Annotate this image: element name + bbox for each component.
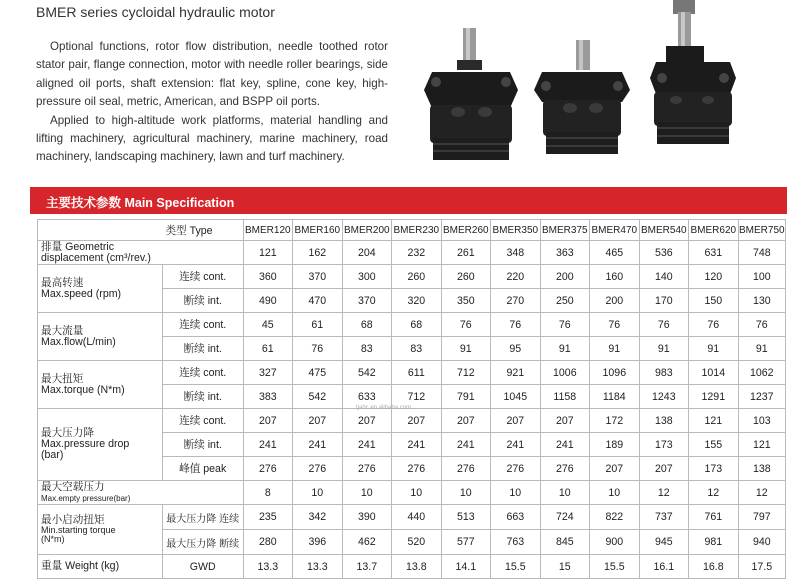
value-cell: 983 bbox=[639, 361, 689, 385]
model-header: BMER750 bbox=[738, 220, 785, 241]
value-cell: 270 bbox=[491, 289, 541, 313]
value-cell: 76 bbox=[689, 313, 739, 337]
value-cell: 845 bbox=[540, 530, 590, 555]
value-cell: 91 bbox=[738, 337, 785, 361]
value-cell: 207 bbox=[491, 409, 541, 433]
value-cell: 10 bbox=[540, 481, 590, 505]
value-cell: 276 bbox=[392, 457, 442, 481]
value-cell: 16.8 bbox=[689, 555, 739, 579]
value-cell: 276 bbox=[342, 457, 392, 481]
value-cell: 172 bbox=[590, 409, 640, 433]
value-cell: 663 bbox=[491, 505, 541, 530]
value-cell: 17.5 bbox=[738, 555, 785, 579]
empty_pressure-label-line: 最大空载压力 bbox=[41, 480, 105, 493]
value-cell: 1291 bbox=[689, 385, 739, 409]
value-cell: 10 bbox=[441, 481, 491, 505]
starting_torque-label bbox=[38, 505, 163, 555]
model-header: BMER260 bbox=[441, 220, 491, 241]
value-cell: 103 bbox=[738, 409, 785, 433]
product-photos bbox=[400, 0, 787, 180]
sub-label: 连续 cont. bbox=[162, 265, 243, 289]
value-cell: 981 bbox=[689, 530, 739, 555]
sub-label: 断续 int. bbox=[162, 289, 243, 313]
value-cell: 1243 bbox=[639, 385, 689, 409]
value-cell: 797 bbox=[738, 505, 785, 530]
value-cell: 76 bbox=[491, 313, 541, 337]
table-row-flow bbox=[38, 313, 786, 337]
empty_pressure-label-line: Max.empty pressure(bar) bbox=[41, 493, 131, 503]
empty_pressure-label bbox=[38, 481, 244, 505]
value-cell: 76 bbox=[293, 337, 343, 361]
value-cell: 76 bbox=[590, 313, 640, 337]
value-cell: 940 bbox=[738, 530, 785, 555]
value-cell: 363 bbox=[540, 241, 590, 265]
value-cell: 61 bbox=[293, 313, 343, 337]
value-cell: 162 bbox=[293, 241, 343, 265]
description-paragraph-1: Optional functions, rotor flow distribution, needle toothed rotor stator pair, flange connection, motor with needle roller bearings, side aligned oil ports, shaft extension: flat key, spline, cone key, high-pressure oil seal, metric, American, and BSPP oil ports. bbox=[36, 40, 388, 109]
value-cell: 360 bbox=[243, 265, 293, 289]
value-cell: 207 bbox=[293, 409, 343, 433]
flow-label-line: 最大流量 bbox=[41, 324, 84, 337]
value-cell: 542 bbox=[293, 385, 343, 409]
value-cell: 15.5 bbox=[590, 555, 640, 579]
sub-label: 断续 int. bbox=[162, 433, 243, 457]
value-cell: 1006 bbox=[540, 361, 590, 385]
model-header: BMER200 bbox=[342, 220, 392, 241]
motor-photo-1 bbox=[424, 28, 518, 160]
value-cell: 536 bbox=[639, 241, 689, 265]
value-cell: 13.3 bbox=[293, 555, 343, 579]
value-cell: 475 bbox=[293, 361, 343, 385]
spec-table bbox=[37, 219, 786, 579]
value-cell: 61 bbox=[243, 337, 293, 361]
value-cell: 327 bbox=[243, 361, 293, 385]
value-cell: 342 bbox=[293, 505, 343, 530]
table-row-empty-pressure bbox=[38, 481, 786, 505]
description bbox=[36, 38, 388, 167]
value-cell: 45 bbox=[243, 313, 293, 337]
pressure-label bbox=[38, 409, 163, 481]
value-cell: 241 bbox=[392, 433, 442, 457]
value-cell: 241 bbox=[342, 433, 392, 457]
value-cell: 140 bbox=[639, 265, 689, 289]
table-row-speed bbox=[38, 265, 786, 289]
torque-label bbox=[38, 361, 163, 409]
value-cell: 470 bbox=[293, 289, 343, 313]
value-cell: 260 bbox=[392, 265, 442, 289]
sub-label: 断续 int. bbox=[162, 337, 243, 361]
sub-label: 最大压力降 连续 bbox=[162, 505, 243, 530]
pressure-label-line: (bar) bbox=[41, 449, 64, 461]
torque-label-line: 最大扭矩 bbox=[41, 372, 84, 385]
value-cell: 91 bbox=[689, 337, 739, 361]
value-cell: 241 bbox=[293, 433, 343, 457]
value-cell: 350 bbox=[441, 289, 491, 313]
value-cell: 945 bbox=[639, 530, 689, 555]
table-row-displacement bbox=[38, 241, 786, 265]
value-cell: 280 bbox=[243, 530, 293, 555]
value-cell: 490 bbox=[243, 289, 293, 313]
value-cell: 121 bbox=[738, 433, 785, 457]
sub-label: 峰值 peak bbox=[162, 457, 243, 481]
value-cell: 15 bbox=[540, 555, 590, 579]
sub-label: 断续 int. bbox=[162, 385, 243, 409]
value-cell: 396 bbox=[293, 530, 343, 555]
displacement-label bbox=[38, 241, 244, 265]
value-cell: 465 bbox=[590, 241, 640, 265]
table-header-row bbox=[38, 220, 786, 241]
value-cell: 160 bbox=[590, 265, 640, 289]
value-cell: 83 bbox=[342, 337, 392, 361]
value-cell: 241 bbox=[491, 433, 541, 457]
value-cell: 12 bbox=[639, 481, 689, 505]
value-cell: 95 bbox=[491, 337, 541, 361]
value-cell: 12 bbox=[738, 481, 785, 505]
value-cell: 91 bbox=[639, 337, 689, 361]
starting_torque-label-line: Min.starting torque bbox=[41, 525, 116, 535]
model-header: BMER470 bbox=[590, 220, 640, 241]
sub-label: 连续 cont. bbox=[162, 361, 243, 385]
value-cell: 276 bbox=[441, 457, 491, 481]
value-cell: 1237 bbox=[738, 385, 785, 409]
value-cell: 900 bbox=[590, 530, 640, 555]
value-cell: 100 bbox=[738, 265, 785, 289]
value-cell: 631 bbox=[689, 241, 739, 265]
page-title: BMER series cycloidal hydraulic motor bbox=[36, 4, 275, 20]
value-cell: 748 bbox=[738, 241, 785, 265]
value-cell: 207 bbox=[342, 409, 392, 433]
value-cell: 276 bbox=[540, 457, 590, 481]
value-cell: 189 bbox=[590, 433, 640, 457]
value-cell: 241 bbox=[243, 433, 293, 457]
value-cell: 13.3 bbox=[243, 555, 293, 579]
model-header: BMER540 bbox=[639, 220, 689, 241]
value-cell: 138 bbox=[639, 409, 689, 433]
value-cell: 130 bbox=[738, 289, 785, 313]
value-cell: 577 bbox=[441, 530, 491, 555]
table-row-pressure bbox=[38, 409, 786, 433]
value-cell: 200 bbox=[590, 289, 640, 313]
value-cell: 76 bbox=[738, 313, 785, 337]
value-cell: 10 bbox=[293, 481, 343, 505]
value-cell: 235 bbox=[243, 505, 293, 530]
value-cell: 822 bbox=[590, 505, 640, 530]
value-cell: 13.8 bbox=[392, 555, 442, 579]
value-cell: 241 bbox=[441, 433, 491, 457]
motor-photo-2 bbox=[534, 40, 630, 154]
value-cell: 724 bbox=[540, 505, 590, 530]
value-cell: 91 bbox=[590, 337, 640, 361]
model-header: BMER160 bbox=[293, 220, 343, 241]
torque-label-line: Max.torque (N*m) bbox=[41, 383, 125, 396]
displacement-label-line: 排量 Geometric bbox=[41, 240, 114, 253]
starting_torque-label-line: (N*m) bbox=[41, 534, 65, 544]
value-cell: 16.1 bbox=[639, 555, 689, 579]
pressure-label-line: Max.pressure drop bbox=[41, 438, 130, 450]
value-cell: 10 bbox=[392, 481, 442, 505]
value-cell: 76 bbox=[441, 313, 491, 337]
value-cell: 320 bbox=[392, 289, 442, 313]
flow-label-line: Max.flow(L/min) bbox=[41, 335, 116, 348]
value-cell: 276 bbox=[243, 457, 293, 481]
value-cell: 173 bbox=[689, 457, 739, 481]
table-row-torque bbox=[38, 361, 786, 385]
value-cell: 737 bbox=[639, 505, 689, 530]
spec-banner bbox=[30, 187, 787, 214]
value-cell: 10 bbox=[590, 481, 640, 505]
speed-label-line: 最高转速 bbox=[41, 276, 84, 289]
value-cell: 276 bbox=[491, 457, 541, 481]
value-cell: 68 bbox=[392, 313, 442, 337]
value-cell: 440 bbox=[392, 505, 442, 530]
speed-label bbox=[38, 265, 163, 313]
value-cell: 611 bbox=[392, 361, 442, 385]
value-cell: 91 bbox=[540, 337, 590, 361]
value-cell: 513 bbox=[441, 505, 491, 530]
value-cell: 791 bbox=[441, 385, 491, 409]
value-cell: 83 bbox=[392, 337, 442, 361]
value-cell: 712 bbox=[441, 361, 491, 385]
value-cell: 150 bbox=[689, 289, 739, 313]
sub-label: 连续 cont. bbox=[162, 409, 243, 433]
value-cell: 138 bbox=[738, 457, 785, 481]
watermark: tjabc.en.alibaba.com bbox=[356, 405, 412, 411]
value-cell: 1096 bbox=[590, 361, 640, 385]
value-cell: 542 bbox=[342, 361, 392, 385]
sub-label: 连续 cont. bbox=[162, 313, 243, 337]
sub-label: GWD bbox=[162, 555, 243, 579]
value-cell: 921 bbox=[491, 361, 541, 385]
value-cell: 207 bbox=[590, 457, 640, 481]
motor-photo-3 bbox=[650, 0, 736, 144]
value-cell: 76 bbox=[540, 313, 590, 337]
value-cell: 390 bbox=[342, 505, 392, 530]
value-cell: 76 bbox=[639, 313, 689, 337]
flow-label bbox=[38, 313, 163, 361]
value-cell: 12 bbox=[689, 481, 739, 505]
value-cell: 261 bbox=[441, 241, 491, 265]
value-cell: 14.1 bbox=[441, 555, 491, 579]
value-cell: 763 bbox=[491, 530, 541, 555]
value-cell: 1045 bbox=[491, 385, 541, 409]
value-cell: 10 bbox=[491, 481, 541, 505]
value-cell: 121 bbox=[689, 409, 739, 433]
value-cell: 370 bbox=[293, 265, 343, 289]
value-cell: 300 bbox=[342, 265, 392, 289]
value-cell: 712 bbox=[392, 385, 442, 409]
value-cell: 15.5 bbox=[491, 555, 541, 579]
pressure-label-line: 最大压力降 bbox=[41, 427, 94, 439]
displacement-label-line: displacement (cm³/rev.) bbox=[41, 251, 151, 264]
model-header: BMER620 bbox=[689, 220, 739, 241]
value-cell: 155 bbox=[689, 433, 739, 457]
sub-label: 最大压力降 断续 bbox=[162, 530, 243, 555]
value-cell: 207 bbox=[639, 457, 689, 481]
spec-banner-title: 主要技术参数 Main Specification bbox=[46, 196, 235, 210]
description-paragraph-2: Applied to high-altitude work platforms, material handling and lifting machinery, agricultural machinery, marine machinery, road machinery, landscaping machinery, lawn and turf machinery. bbox=[36, 113, 388, 164]
value-cell: 241 bbox=[540, 433, 590, 457]
value-cell: 10 bbox=[342, 481, 392, 505]
model-header: BMER375 bbox=[540, 220, 590, 241]
value-cell: 260 bbox=[441, 265, 491, 289]
value-cell: 232 bbox=[392, 241, 442, 265]
value-cell: 207 bbox=[392, 409, 442, 433]
value-cell: 633 bbox=[342, 385, 392, 409]
value-cell: 120 bbox=[689, 265, 739, 289]
value-cell: 173 bbox=[639, 433, 689, 457]
value-cell: 207 bbox=[243, 409, 293, 433]
value-cell: 1158 bbox=[540, 385, 590, 409]
value-cell: 383 bbox=[243, 385, 293, 409]
value-cell: 250 bbox=[540, 289, 590, 313]
starting_torque-label-line: 最小启动扭矩 bbox=[41, 514, 105, 526]
type-header: 类型 Type bbox=[38, 220, 244, 241]
value-cell: 1062 bbox=[738, 361, 785, 385]
value-cell: 13.7 bbox=[342, 555, 392, 579]
value-cell: 370 bbox=[342, 289, 392, 313]
value-cell: 68 bbox=[342, 313, 392, 337]
value-cell: 8 bbox=[243, 481, 293, 505]
model-header: BMER120 bbox=[243, 220, 293, 241]
value-cell: 207 bbox=[441, 409, 491, 433]
value-cell: 520 bbox=[392, 530, 442, 555]
value-cell: 220 bbox=[491, 265, 541, 289]
value-cell: 204 bbox=[342, 241, 392, 265]
value-cell: 207 bbox=[540, 409, 590, 433]
value-cell: 1014 bbox=[689, 361, 739, 385]
value-cell: 121 bbox=[243, 241, 293, 265]
value-cell: 200 bbox=[540, 265, 590, 289]
table-row-starting-torque bbox=[38, 505, 786, 530]
value-cell: 170 bbox=[639, 289, 689, 313]
value-cell: 348 bbox=[491, 241, 541, 265]
value-cell: 761 bbox=[689, 505, 739, 530]
value-cell: 462 bbox=[342, 530, 392, 555]
model-header: BMER230 bbox=[392, 220, 442, 241]
value-cell: 91 bbox=[441, 337, 491, 361]
speed-label-line: Max.speed (rpm) bbox=[41, 287, 122, 300]
model-header: BMER350 bbox=[491, 220, 541, 241]
weight-label: 重量 Weight (kg) bbox=[38, 555, 163, 579]
value-cell: 276 bbox=[293, 457, 343, 481]
value-cell: 1184 bbox=[590, 385, 640, 409]
